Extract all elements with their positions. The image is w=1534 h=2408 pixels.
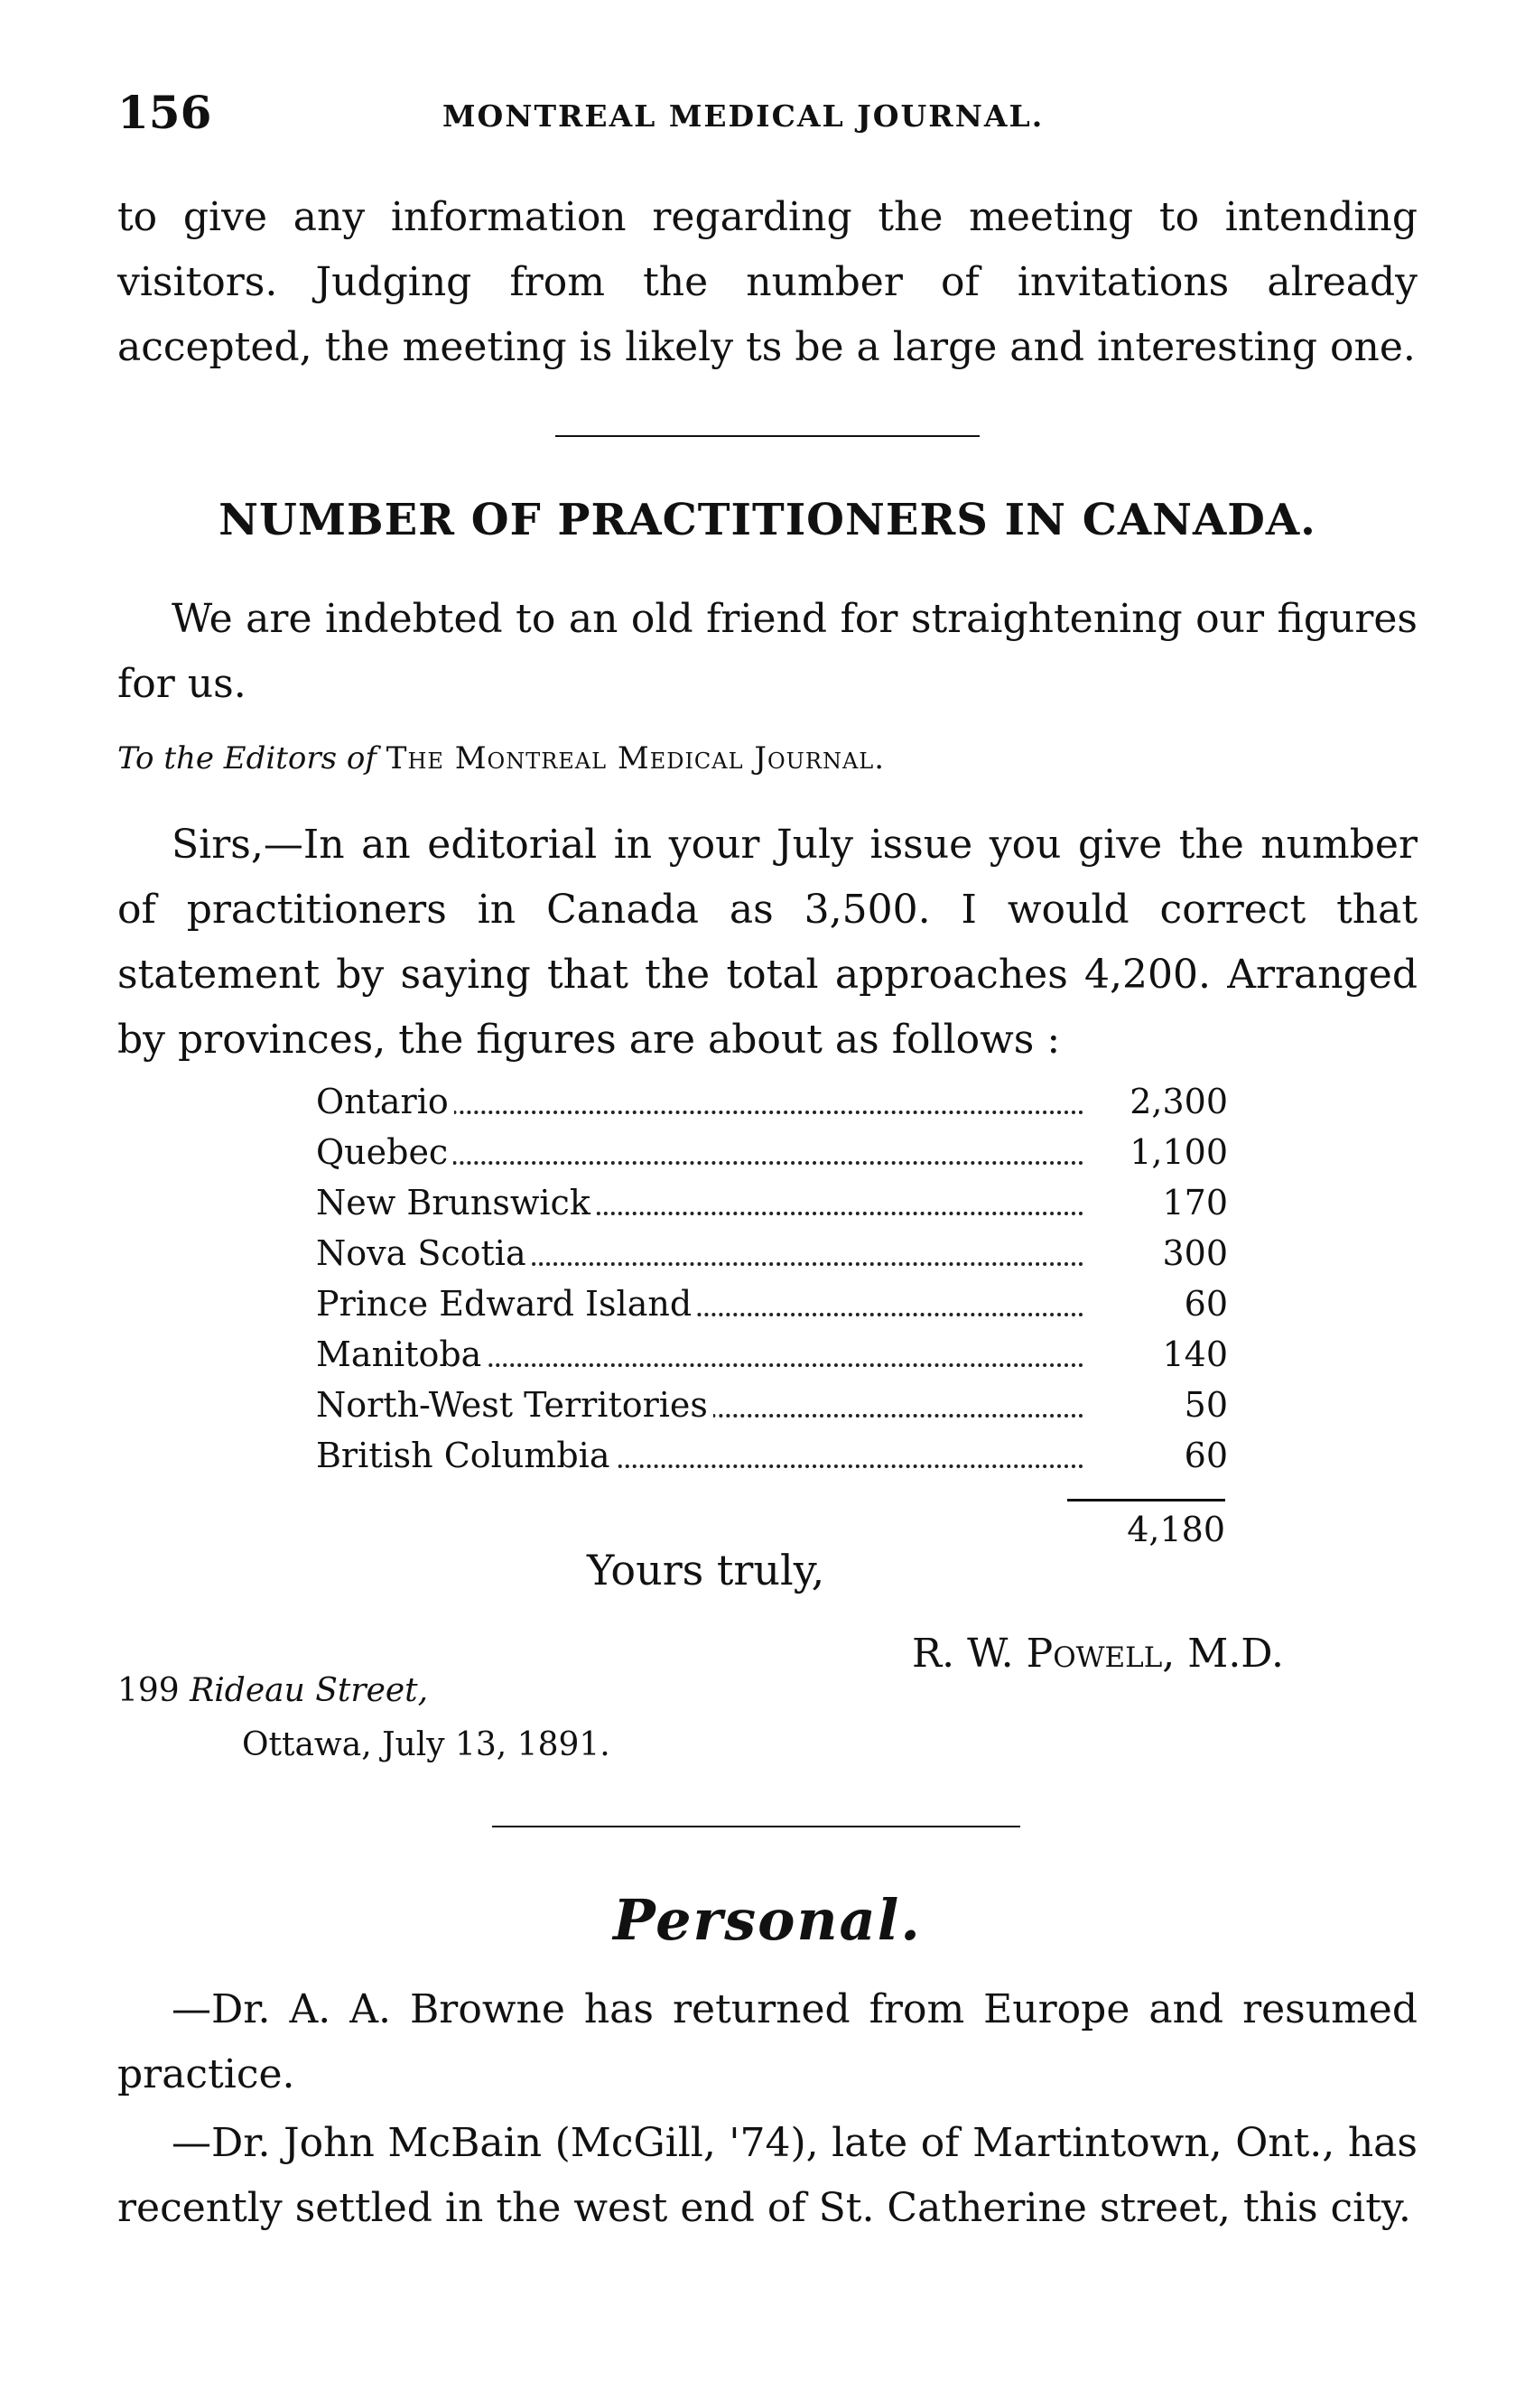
letter-salutation	[117, 740, 885, 776]
province-count: 170	[1162, 1183, 1228, 1223]
table-row	[316, 1278, 1228, 1329]
running-head	[117, 86, 1436, 149]
table-row	[316, 1127, 1228, 1177]
table-row	[316, 1380, 1228, 1430]
personal-item: —Dr. John McBain (McGill, '74), late of Martintown, Ont., has recently settled in the west end of St. Catherine street, this city.	[117, 2120, 1418, 2231]
total-rule	[1067, 1499, 1225, 1502]
letter-body: Sirs,—In an editorial in your July issue you give the number of practitioners in Canada as 3,500. I would correct that statement by saying that the total approaches 4,200. Arranged by provinces, the figures are about as follows :	[117, 822, 1418, 1063]
address-street-line	[117, 1672, 428, 1709]
province-count: 60	[1184, 1436, 1228, 1475]
table-row	[316, 1329, 1228, 1380]
personal-item: —Dr. A. A. Browne has returned from Europe and resumed practice.	[117, 1986, 1418, 2097]
province-name: Ontario	[316, 1076, 454, 1127]
province-count: 60	[1184, 1284, 1228, 1324]
province-count: 1,100	[1130, 1132, 1228, 1172]
province-name: Quebec	[316, 1127, 453, 1177]
total-count: 4,180	[1127, 1510, 1225, 1549]
section-divider	[492, 1826, 1020, 1827]
table-row	[316, 1228, 1228, 1278]
address-number: 199	[117, 1672, 180, 1709]
address-city-date: Ottawa, July 13, 1891.	[242, 1726, 610, 1763]
letter-closing: Yours truly,	[587, 1546, 825, 1594]
intro-paragraph: to give any information regarding the meeting to intending visitors. Judging from the number of invitations already accepted, the meeting is likely ts be a large and interesting one.	[117, 194, 1418, 370]
province-name: British Columbia	[316, 1430, 615, 1481]
table-row	[316, 1177, 1228, 1228]
provinces-table	[316, 1076, 1228, 1481]
article-title: NUMBER OF PRACTITIONERS IN CANADA.	[218, 495, 1316, 545]
journal-title: MONTREAL MEDICAL JOURNAL.	[442, 98, 1045, 134]
page-number: 156	[117, 86, 212, 139]
table-row	[316, 1076, 1228, 1127]
province-count: 2,300	[1130, 1082, 1228, 1121]
province-count: 300	[1162, 1233, 1228, 1273]
salutation-journal: The Montreal Medical Journal.	[386, 740, 886, 776]
letter-signature	[912, 1631, 1284, 1677]
address-street: Rideau Street,	[190, 1672, 429, 1709]
table-row	[316, 1430, 1228, 1481]
personal-heading: Personal.	[613, 1887, 922, 1953]
salutation-prefix: To the Editors of	[117, 740, 377, 776]
article-lead: We are indebted to an old friend for straightening our figures for us.	[117, 596, 1418, 707]
province-count: 140	[1162, 1334, 1228, 1374]
section-divider	[555, 435, 980, 437]
province-count: 50	[1184, 1385, 1228, 1425]
province-name: Prince Edward Island	[316, 1278, 697, 1329]
signature-name: R. W. Powell, M.D.	[912, 1631, 1284, 1677]
province-name: North-West Territories	[316, 1380, 713, 1430]
province-name: Manitoba	[316, 1329, 487, 1380]
province-name: Nova Scotia	[316, 1228, 532, 1278]
province-name: New Brunswick	[316, 1177, 596, 1228]
